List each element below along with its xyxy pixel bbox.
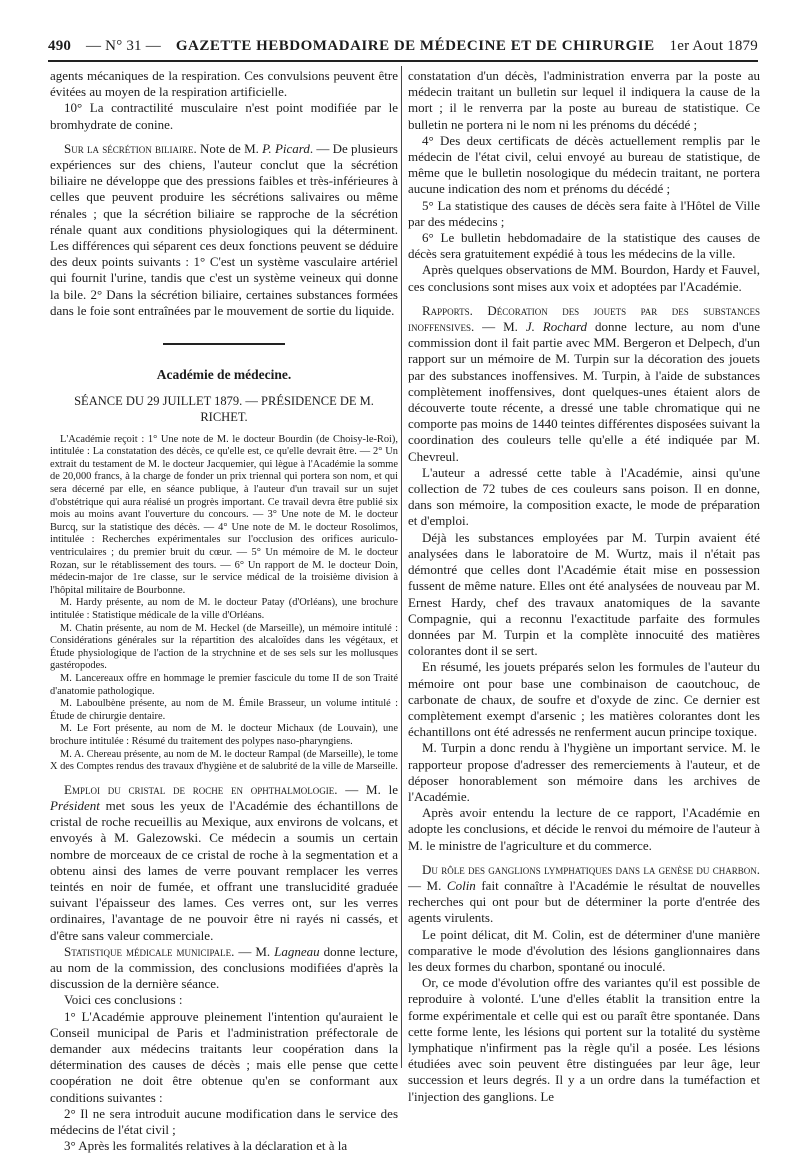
paragraph: 6° Le bulletin hebdomadaire de la statistique des causes de décès sera gratuitement expédié à tous les médecins de la ville. [408,230,760,262]
article-heading: Emploi du cristal de roche en ophthalmologie. [64,781,338,797]
page-header [48,38,758,55]
paragraph: M. Turpin a donc rendu à l'hygiène un important service. M. le rapporteur propose d'adresser des remerciements à l'auteur, et de déposer honorablement son mémoire dans les archives de l'Académie. [408,740,760,804]
correspondence-item: M. Lancereaux offre en hommage le premier fascicule du tome II de son Traité d'anatomie pathologique. [50,672,398,697]
page-number: 490 [48,38,72,54]
author-name: J. Rochard [525,319,588,335]
correspondence-item: M. Le Fort présente, au nom de M. le docteur Michaux (de Louvain), une brochure intitulée : Résumé du traitement des polypes naso-pharyngiens. [50,723,398,747]
paragraph: 1° L'Académie approuve pleinement l'intention qu'auraient le Conseil municipal de Paris et l'administration préfectorale de demander aux médecins traitants leur coopération dans la détermination des causes de décès ; mais elle pense que cette coopération ne doit être obtenue qu'en se conformant aux conditions suivantes : [50,1008,398,1105]
paragraph: 5° La statistique des causes de décès sera faite à l'Hôtel de Ville par des médecins ; [408,197,760,229]
left-column [50,68,398,1154]
paragraph: Or, ce mode d'évolution offre des variantes qu'il est possible de reproduire à volonté. L'une d'elles établit la transition entre la forme expérimentale et celle qui est ou paraît être spontanée. Dans cette forme lente, les lésions qui portent sur la totalité du système lymphatique n'infirment pas la règle qu'il a posée. Les lésions étudiées avec soin peuvent être distinguées par leur âge, leur succession et leurs degrés. Il y a un ordre dans la tuméfaction et l'injection des ganglions. Le [408,975,760,1104]
author-name: Lagneau [274,943,320,959]
article-biliaire: Sur la sécrétion biliaire. Note de M. P. Picard. — De plusieurs expériences sur des chiens, l'auteur conclut que la sécrétion biliaire ne développe que des pressions faibles et très-inférieures à celles que peuvent produire les sécrétions salivaires ou même rénales ; que la sécrétion biliaire se rapproche de la sécrétion rénale quant aux conditions physiologiques qui la déterminent. Les différences qui séparent ces deux fonctions peuvent se déduire des deux points suivants : 1° C'est un système vasculaire artériel qui fournit l'urine, tandis que c'est un système veineux qui donne la bile. 2° Dans la sécrétion biliaire, certaines substances formées dans le foie sont entraînées par le mouvement de sortie du liquide. [50,140,398,318]
right-column [408,68,760,1105]
header-rule [48,60,758,62]
correspondence-block [50,434,398,774]
article-cristal: Emploi du cristal de roche en ophthalmologie. — M. le Président met sous les yeux de l'Académie des échantillons de cristal de roche recueillis au Mexique, aux environs de volcans, et envoyés à M. Galezowski. Ce médecin a soumis un certain nombre de morceaux de ce cristal de roche à la segmentation et a obtenu ainsi des lames de verre pouvant remplacer les verres teintés en noir de fumée, et offrant une translucidité graduée suivant l'épaisseur des lames. Ces verres ont, sur les verres ordinaires, l'avantage de ne pouvoir être ni rayés ni cassés, et d'être sans valeur commerciale. [50,781,398,943]
paragraph: 3° Après les formalités relatives à la déclaration et à la [64,1138,348,1154]
paragraph: 4° Des deux certificats de décès actuellement remplis par le médecin de l'état civil, celui envoyé au bureau de statistique, de même que le bulletin nosologique du médecin traitant, ne portera aucune indication des nom et prénoms du décédé ; [408,132,760,197]
paragraph: L'auteur a adressé cette table à l'Académie, ainsi qu'une collection de 72 tubes de ces couleurs sans poison. Il en donne, dans son mémoire, la composition exacte, le mode de préparation et d'emploi. [408,464,760,529]
author-name: Colin [446,877,476,893]
session-heading: SÉANCE DU 29 JUILLET 1879. — PRÉSIDENCE DE M. RICHET. [74,394,374,425]
issue-date: 1er Aout 1879 [669,38,758,54]
article-heading: Rapports. Décoration des jouets par des substances inoffensives. [408,302,760,335]
article-heading: Statistique médicale municipale. [64,943,235,959]
author-name: Président [50,797,100,813]
article-heading: Sur la sécrétion biliaire. [64,140,197,156]
section-separator [163,343,285,345]
column-divider [401,66,402,1068]
issue-number: — N° 31 — [86,38,161,54]
paragraph: 10° La contractilité musculaire n'est point modifiée par le bromhydrate de conine. [50,100,398,132]
article-ganglions: Du rôle des ganglions lymphatiques dans la genèse du charbon. — M. Colin fait connaître à l'Académie le résultat de nouvelles recherches qui ont pour but de déterminer la porte d'entrée des agents virulents. [408,861,761,926]
section-heading: Académie de médecine. [156,367,292,383]
paragraph: En résumé, les jouets préparés selon les formules de l'auteur du mémoire ont pour base une combinaison de caoutchouc, de carbonate de chaux, de soufre et d'oxyde de zinc. Ce dernier est complètement exempt d'arsenic ; les matières colorantes dont les échantillons ont été adressés ne renferment aucun principe toxique. [408,659,760,740]
article-heading: Du rôle des ganglions lymphatiques dans la genèse du charbon. [422,861,760,877]
journal-title: GAZETTE HEBDOMADAIRE DE MÉDECINE ET DE CHIRURGIE [175,38,655,54]
article-statistique: Statistique médicale municipale. — M. Lagneau donne lecture, au nom de la commission, des conclusions modifiées d'après la discussion de la dernière séance. [50,943,399,992]
correspondence-item: M. Chatin présente, au nom de M. Heckel (de Marseille), un mémoire intitulé : Considérations générales sur la répartition des alcaloïdes dans les végétaux, et Étude physiologique de l'action de la strychnine et de ses sels sur les mollusques gastéropodes. [50,622,398,672]
correspondence-item: L'Académie reçoit : 1° Une note de M. le docteur Bourdin (de Choisy-le-Roi), intitulée : La constatation des décès, ce qu'elle est, ce qu'elle devrait être. — 2° Un extrait du testament de M. le docteur Jacquemier, qui lègue à l'Académie la somme de 20,000 francs, à la charge de fonder un prix triennal qui portera son nom, et qui sera décerné par elle, en séance publique, à l'auteur d'un travail sur un sujet d'obstétrique qui aura réalisé un progrès important. Ce travail devra être publié six mois au moins avant l'ouverture du concours. — 3° Une note de M. le docteur Burcq, sur la statistique des décès. — 4° Une note de M. le docteur Rosolimos, intitulée : Recherches expérimentales sur l'occlusion des orifices auriculo-ventriculaires ; du premier bruit du cœur. — 5° Un mémoire de M. le docteur Rozan, sur le rétablissement des tours. — 6° Un rapport de M. le docteur Doin, médecin-major de 1re classe, sur le service médical de la troisième division à l'hôpital militaire de Bourbonne. [50,433,398,596]
correspondence-item: M. A. Chereau présente, au nom de M. le docteur Rampal (de Marseille), le tome X des Comptes rendus des travaux d'hygiène et de salubrité de la ville de Marseille. [50,748,398,773]
paragraph: Après avoir entendu la lecture de ce rapport, l'Académie en adopte les conclusions, et décide le renvoi du mémoire de l'auteur à M. le ministre de l'agriculture et du commerce. [408,805,760,853]
paragraph: Après quelques observations de MM. Bourdon, Hardy et Fauvel, ces conclusions sont mises aux voix et adoptées par l'Académie. [408,262,760,294]
paragraph: 2° Il ne sera introduit aucune modification dans le service des médecins de l'état civil ; [50,1105,398,1137]
author-name: P. Picard [262,140,310,156]
paragraph: constatation d'un décès, l'administration enverra par la poste au médecin traitant un bulletin sur lequel il indiquera la cause de la mort ; il le renverra par la poste au bureau de statistique. Ce bulletin ne portera ni le nom ni les prénoms du décédé ; [408,68,760,132]
correspondence-item: M. Laboulbène présente, au nom de M. Émile Brasseur, un volume intitulé : Étude de chirurgie dentaire. [50,698,398,722]
article-rapports: Rapports. Décoration des jouets par des substances inoffensives. — M. J. Rochard donne lecture, au nom d'une commission dont il fait partie avec MM. Bergeron et Delpech, d'un rapport sur un mémoire de M. Turpin sur la décoration des jouets par des substances inoffensives. M. Turpin, à l'aide de substances complètement inoffensives, dont quelques-unes étaient alors de découverte toute récente, a dressé une table chromatique qui ne comporte pas moins de 1440 teintes différentes disposées suivant la coordination des couleurs telle qu'elle a été indiquée par M. Chevreul. [408,302,761,464]
paragraph: Le point délicat, dit M. Colin, est de déterminer d'une manière comparative le mode d'évolution des lésions ganglionnaires dans les deux formes du charbon, spontané ou inoculé. [408,926,760,974]
paragraph: Voici ces conclusions : [64,992,183,1008]
paragraph: Déjà les substances employées par M. Turpin avaient été analysées dans le laboratoire de M. Wurtz, mais il n'était pas démontré que celles dont l'Académie était mise en possession fussent de même nature. Elles ont été analysées de nouveau par M. Ernest Hardy, chef des travaux anatomiques de la savante Compagnie, qui a reconnu l'exactitude parfaite des formules données par M. Turpin et la complète innocuité des matières colorantes dont il se sert. [408,529,760,659]
correspondence-item: M. Hardy présente, au nom de M. le docteur Patay (d'Orléans), une brochure intitulée : Statistique médicale de la ville d'Orléans. [50,597,398,621]
paragraph: agents mécaniques de la respiration. Ces convulsions peuvent être évitées au moyen de la respiration artificielle. [50,68,398,100]
